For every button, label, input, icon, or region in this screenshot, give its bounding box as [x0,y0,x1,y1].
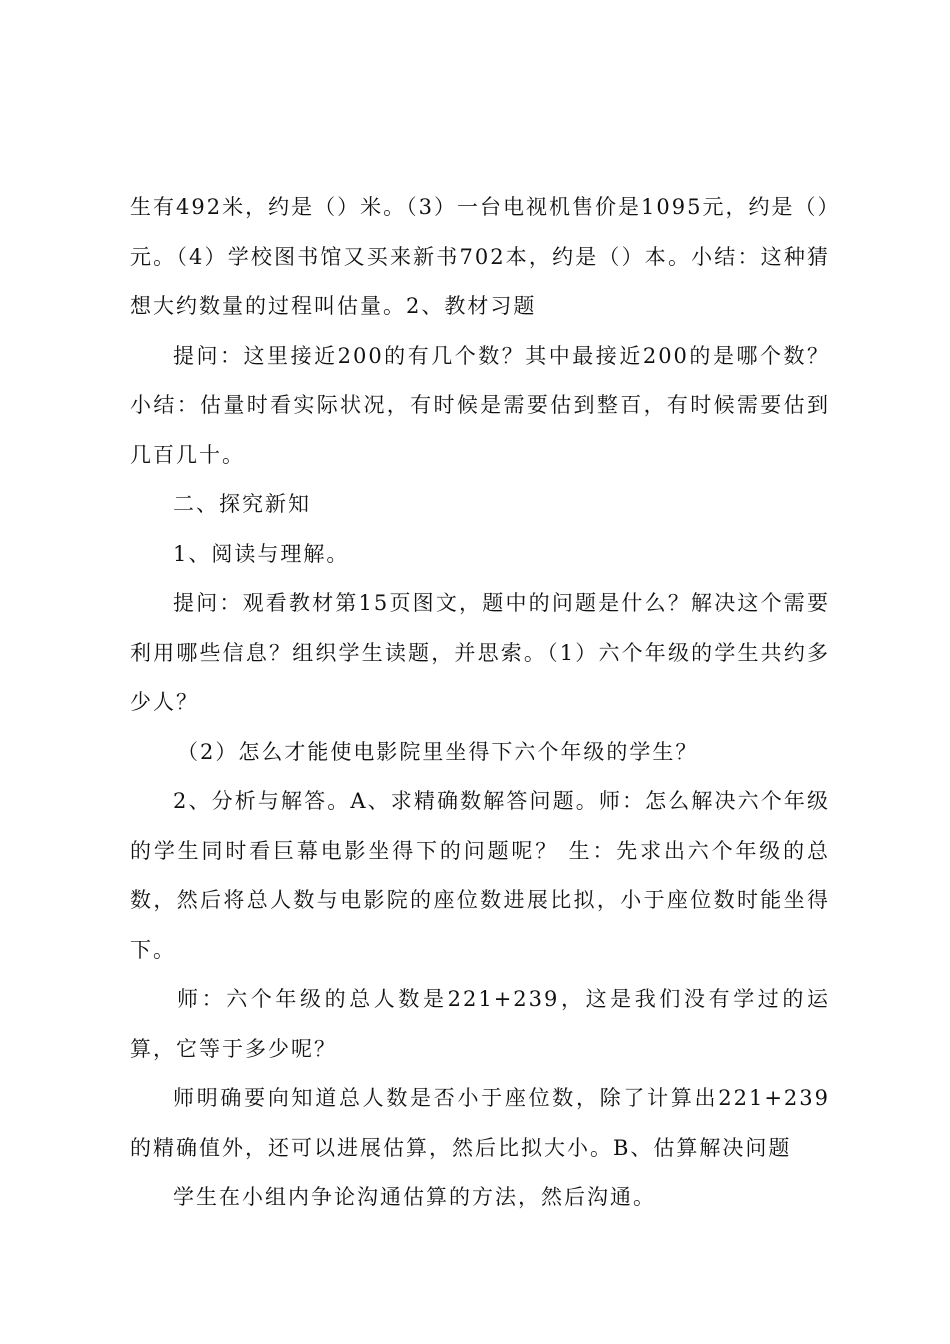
section-heading-explore-new-knowledge: 二、探究新知 [173,492,311,516]
subheading-reading-and-understanding: 1、阅读与理解。 [173,541,350,566]
paragraph-cinema-seating-question: （2）怎么才能使电影院里坐得下六个年级的学生？ [177,739,699,764]
paragraph-observe-textbook-question: 提问：观看教材第15页图文，题中的问题是什么？解决这个需要利用哪些信息？组织学生读题，并思索。（1）六个年级的学生共约多少人？ [130,591,830,714]
paragraph-analysis-and-answer: 2、分析与解答。A、求精确数解答问题。师：怎么解决六个年级的学生同时看巨幕电影坐得下的问题呢？ 生：先求出六个年级的总数，然后将总人数与电影院的座位数进展比拟，小于座位数时能坐得下。 [130,789,830,962]
paragraph-question-near-200: 提问：这里接近200的有几个数？其中最接近200的是哪个数？ 小结：估量时看实际状况，有时候是需要估到整百，有时候需要估到几百几十。 [130,343,830,467]
paragraph-group-discussion: 学生在小组内争论沟通估算的方法，然后沟通。 [173,1185,656,1209]
paragraph-total-students-question: 师：六个年级的总人数是221+239，这是我们没有学过的运算，它等于多少呢？ [130,987,830,1061]
paragraph-estimation-explanation: 师明确要向知道总人数是否小于座位数，除了计算出221+239的精确值外，还可以进展估算，然后比拟大小。B、估算解决问题 [130,1086,830,1160]
document-body [130,183,830,1223]
paragraph-continued-estimation-questions: 生有492米，约是（）米。（3）一台电视机售价是1095元，约是（）元。（4）学校图书馆又买来新书702本，约是（）本。小结：这种猜想大约数量的过程叫估量。2、教材习题 [130,195,830,318]
